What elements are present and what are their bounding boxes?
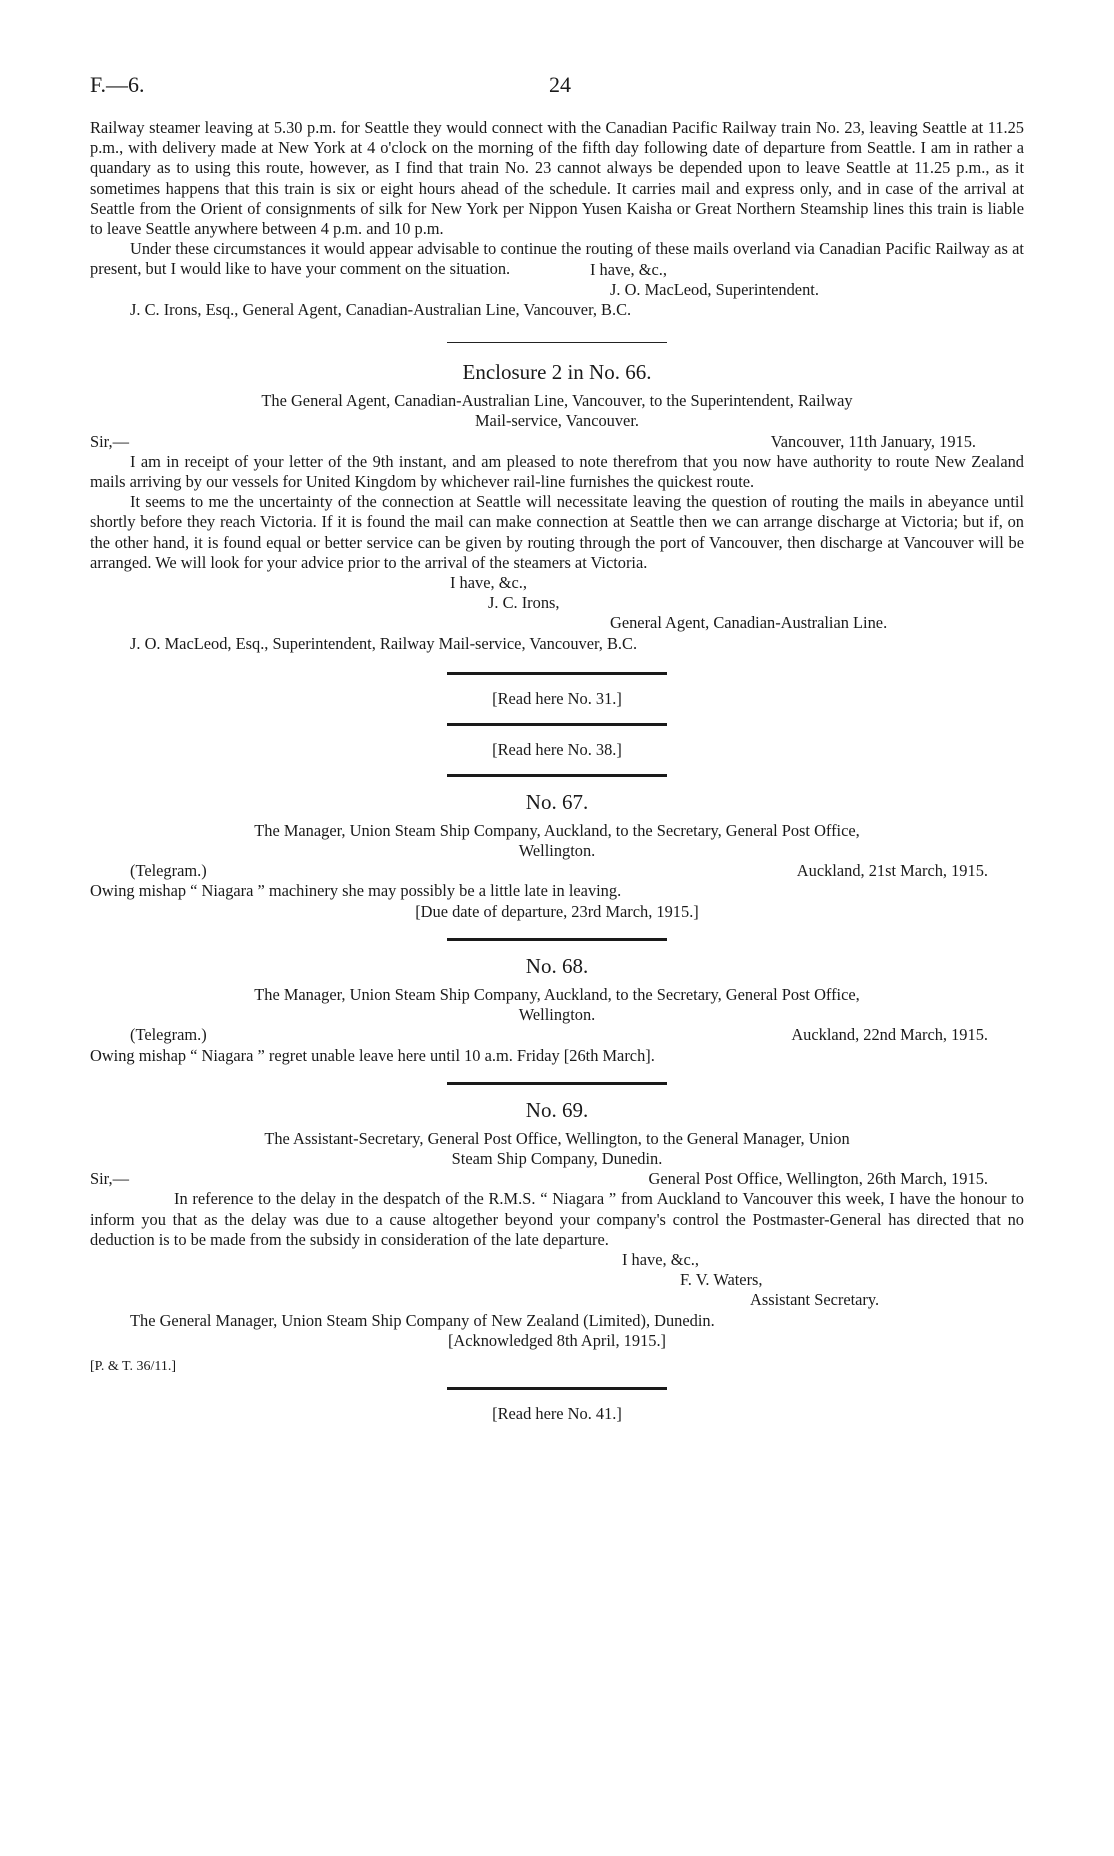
from-to-line: The Manager, Union Steam Ship Company, Auckland, to the Secretary, General Post Office,	[254, 820, 860, 840]
acknowledged-note: [Acknowledged 8th April, 1915.]	[447, 1330, 667, 1350]
addressee: J. O. MacLeod, Esq., Superintendent, Railway Mail-service, Vancouver, B.C.	[130, 633, 638, 653]
signer-title: Assistant Secretary.	[750, 1290, 880, 1310]
salutation: Sir,—	[90, 1169, 129, 1189]
continued-paragraph: Railway steamer leaving at 5.30 p.m. for Seattle they would connect with the Canadian Pacific Railway train No. 23, leaving Seattle at 11.25 p.m., with delivery made at New York at 4 o'clock on the morning of the fifth day following date of departure from Seattle. I am in rather a quandary as to using this route, however, as I find that train No. 23 cannot always be depended upon to leave Seattle at 11.25 p.m., as it sometimes happens that this train is six or eight hours ahead of the schedule. It carries mail and express only, and in case of the arrival at Seattle from the Orient of consignments of silk for New York per Nippon Yusen Kaisha or Great Northern Steamship lines this train is liable to leave Seattle anywhere between 4 p.m. and 10 p.m.	[90, 118, 1024, 239]
dateline: General Post Office, Wellington, 26th March, 1915.	[648, 1169, 988, 1189]
telegram-label: (Telegram.)	[130, 1025, 207, 1045]
telegram-body: Owing mishap “ Niagara ” regret unable leave here until 10 a.m. Friday [26th March].	[90, 1045, 655, 1065]
message-heading: No. 69.	[525, 1097, 589, 1122]
salutation-row	[90, 432, 1024, 452]
telegram-row	[90, 1025, 1024, 1045]
departure-note: [Due date of departure, 23rd March, 1915.]	[415, 901, 699, 921]
addressee: J. C. Irons, Esq., General Agent, Canadian-Australian Line, Vancouver, B.C.	[130, 300, 632, 320]
section-divider	[447, 342, 667, 343]
dateline: Auckland, 22nd March, 1915.	[791, 1025, 988, 1045]
from-to-line: The Assistant-Secretary, General Post Office, Wellington, to the General Manager, Union	[264, 1128, 850, 1148]
dateline: Auckland, 21st March, 1915.	[796, 861, 988, 881]
dateline: Vancouver, 11th January, 1915.	[770, 431, 976, 451]
message-heading: No. 68.	[525, 953, 589, 978]
telegram-body: Owing mishap “ Niagara ” machinery she may possibly be a little late in leaving.	[90, 881, 622, 901]
section-divider	[447, 723, 667, 726]
paragraph: In reference to the delay in the despatch of the R.M.S. “ Niagara ” from Auckland to Vancouver this week, I have the honour to inform you that as the delay was due to a cause altogether beyond your company's control the Postmaster-General has directed that no deduction is to be made from the subsidy in consideration of the late departure.	[90, 1189, 1024, 1249]
salutation-row	[90, 1169, 1024, 1189]
signer-title: General Agent, Canadian-Australian Line.	[610, 613, 888, 633]
section-divider	[447, 1387, 667, 1390]
read-here-note: [Read here No. 31.]	[492, 688, 622, 708]
section-divider	[447, 774, 667, 777]
from-to-line: Wellington.	[518, 841, 596, 861]
page-number: 24	[549, 72, 571, 97]
closing: I have, &c.,	[622, 1249, 699, 1269]
from-to-line: The General Agent, Canadian-Australian Line, Vancouver, to the Superintendent, Railway	[261, 391, 853, 411]
section-divider	[447, 938, 667, 941]
salutation: Sir,—	[90, 431, 129, 451]
closing: I have, &c.,	[450, 573, 527, 593]
paragraph: Under these circumstances it would appear advisable to continue the routing of these mails overland via Canadian Pacific Railway as at present, but I would like to have your comment on the situation.	[90, 239, 1024, 279]
signer-name: J. C. Irons,	[488, 593, 560, 613]
from-to-line: Mail-service, Vancouver.	[474, 411, 639, 431]
from-to-line: Steam Ship Company, Dunedin.	[451, 1148, 663, 1168]
closing: I have, &c.,	[590, 259, 667, 279]
paragraph: It seems to me the uncertainty of the connection at Seattle will necessitate leaving the question of routing the mails in abeyance until shortly before they reach Victoria. If it is found the mail can make connection at Seattle then we can arrange discharge at Victoria; but if, on the other hand, it is found equal or better service can be given by routing through the port of Vancouver, then discharge at Vancouver will be arranged. We will look for your advice prior to the arrival of the steamers at Victoria.	[90, 492, 1024, 572]
read-here-note: [Read here No. 38.]	[492, 739, 622, 759]
section-divider	[447, 672, 667, 675]
from-to-line: The Manager, Union Steam Ship Company, Auckland, to the Secretary, General Post Office,	[254, 984, 860, 1004]
signature: J. O. MacLeod, Superintendent.	[610, 279, 819, 299]
signer-name: F. V. Waters,	[680, 1270, 763, 1290]
enclosure-heading: Enclosure 2 in No. 66.	[462, 360, 652, 385]
message-heading: No. 67.	[525, 789, 589, 814]
paper-reference: F.—6.	[90, 72, 145, 97]
page-header	[90, 72, 1030, 102]
page-content	[90, 118, 1024, 1430]
addressee: The General Manager, Union Steam Ship Company of New Zealand (Limited), Dunedin.	[130, 1310, 715, 1330]
telegram-row	[90, 861, 1024, 881]
read-here-note: [Read here No. 41.]	[492, 1404, 622, 1424]
telegram-label: (Telegram.)	[130, 861, 207, 881]
from-to-line: Wellington.	[518, 1005, 596, 1025]
paragraph: I am in receipt of your letter of the 9th instant, and am pleased to note therefrom that you now have authority to route New Zealand mails arriving by our vessels for United Kingdom by whichever rail-line furnishes the quickest route.	[90, 451, 1024, 492]
file-reference: [P. & T. 36/11.]	[90, 1358, 177, 1374]
section-divider	[447, 1082, 667, 1085]
